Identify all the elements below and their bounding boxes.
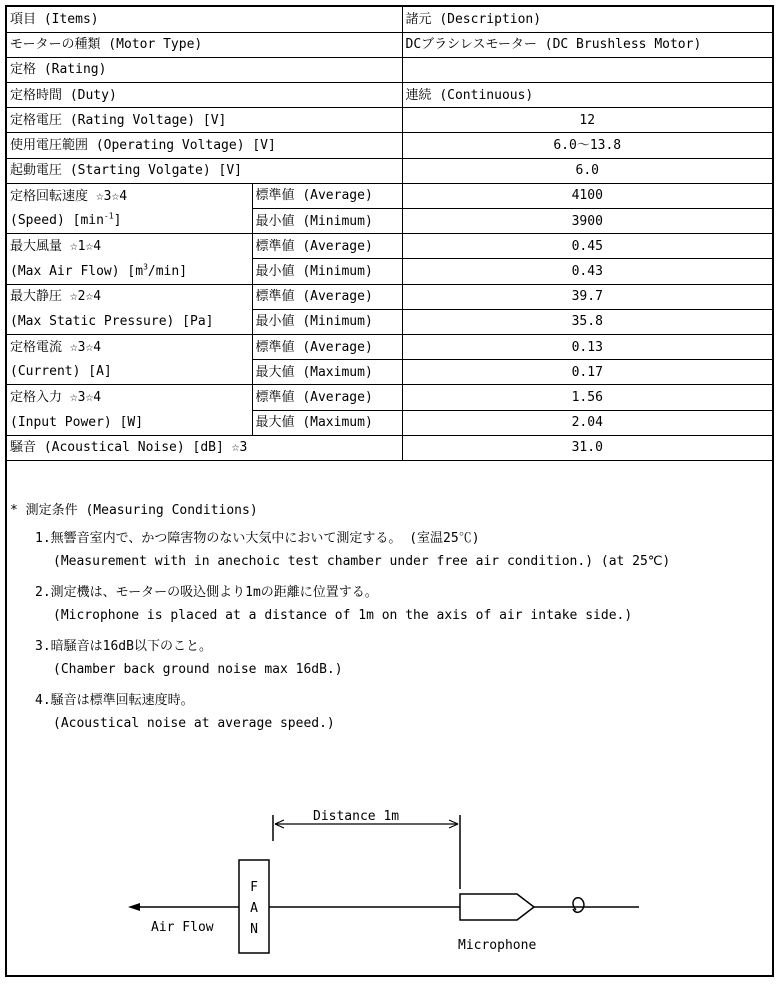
airflow-minimum-value: 0.43 [402, 259, 772, 284]
speed-unit-sup: -1 [103, 212, 114, 222]
speed-minimum-label: 最小値 (Minimum) [252, 209, 402, 234]
table-row [7, 334, 772, 359]
rating-voltage-value: 12 [402, 108, 772, 133]
fan-letter-f: F [250, 880, 258, 895]
table-row [7, 133, 772, 158]
rating-label: 定格 (Rating) [7, 57, 402, 82]
table-row [7, 259, 772, 284]
speed-minimum-value: 3900 [402, 209, 772, 234]
airflow-average-value: 0.45 [402, 234, 772, 259]
power-maximum-label: 最大値 (Maximum) [252, 410, 402, 435]
airflow-unit-pre: (Max Air Flow) [m [10, 263, 144, 279]
power-label-jp: 定格入力 ☆3☆4 [7, 385, 252, 410]
current-maximum-value: 0.17 [402, 360, 772, 385]
speed-unit-pre: (Speed) [min [10, 213, 104, 229]
speed-average-label: 標準値 (Average) [252, 183, 402, 208]
header-items: 項目 (Items) [7, 7, 402, 32]
airflow-arrow-icon [128, 903, 140, 911]
pressure-label-jp: 最大静圧 ☆2☆4 [7, 284, 252, 309]
spec-sheet [5, 5, 774, 977]
duty-label: 定格時間 (Duty) [7, 83, 402, 108]
motor-type-value: DCブラシレスモーター (DC Brushless Motor) [402, 32, 772, 57]
table-row [7, 284, 772, 309]
table-row [7, 209, 772, 234]
note-4-jp: 4.騒音は標準回転速度時。 [35, 693, 194, 708]
current-average-value: 0.13 [402, 334, 772, 359]
table-row [7, 108, 772, 133]
pressure-minimum-value: 35.8 [402, 309, 772, 334]
table-row [7, 435, 772, 460]
note-1-en: (Measurement with in anechoic test chamber under free air condition.) (at 25℃) [53, 554, 671, 569]
note-2-en: (Microphone is placed at a distance of 1m on the axis of air intake side.) [53, 608, 633, 623]
note-2-jp: 2.測定機は、モーターの吸込側より1mの距離に位置する。 [35, 585, 378, 600]
airflow-label: Air Flow [151, 920, 214, 935]
airflow-label-en [7, 259, 252, 284]
pressure-label-en: (Max Static Pressure) [Pa] [7, 309, 252, 334]
distance-label: Distance 1m [313, 809, 400, 824]
starting-voltage-label: 起動電圧 (Starting Volgate) [V] [7, 158, 402, 183]
table-row [7, 32, 772, 57]
airflow-average-label: 標準値 (Average) [252, 234, 402, 259]
noise-label: 騒音 (Acoustical Noise) [dB] ☆3 [7, 435, 402, 460]
current-label-jp: 定格電流 ☆3☆4 [7, 334, 252, 359]
pressure-average-label: 標準値 (Average) [252, 284, 402, 309]
current-label-en: (Current) [A] [7, 360, 252, 385]
operating-voltage-label: 使用電圧範囲 (Operating Voltage) [V] [7, 133, 402, 158]
rating-voltage-label: 定格電圧 (Rating Voltage) [V] [7, 108, 402, 133]
duty-value: 連続 (Continuous) [402, 83, 772, 108]
fan-letter-n: N [250, 922, 258, 937]
operating-voltage-value: 6.0〜13.8 [402, 133, 772, 158]
microphone-label: Microphone [458, 938, 537, 953]
table-row [7, 83, 772, 108]
table-row [7, 183, 772, 208]
power-average-label: 標準値 (Average) [252, 385, 402, 410]
microphone-icon [460, 894, 534, 920]
starting-voltage-value: 6.0 [402, 158, 772, 183]
current-maximum-label: 最大値 (Maximum) [252, 360, 402, 385]
table-row [7, 410, 772, 435]
speed-average-value: 4100 [402, 183, 772, 208]
cable-loop-icon [573, 898, 584, 913]
table-row [7, 57, 772, 82]
speed-label-en [7, 209, 252, 234]
airflow-unit-post: /min] [147, 263, 188, 279]
note-3-jp: 3.暗騒音は16dB以下のこと。 [35, 639, 212, 654]
measurement-diagram [7, 797, 772, 972]
pressure-average-value: 39.7 [402, 284, 772, 309]
fan-letter-a: A [250, 901, 258, 916]
current-average-label: 標準値 (Average) [252, 334, 402, 359]
power-average-value: 1.56 [402, 385, 772, 410]
note-4-en: (Acoustical noise at average speed.) [53, 716, 335, 731]
airflow-label-jp: 最大風量 ☆1☆4 [7, 234, 252, 259]
power-maximum-value: 2.04 [402, 410, 772, 435]
header-description: 諸元 (Description) [402, 7, 772, 32]
motor-type-label: モーターの種類 (Motor Type) [7, 32, 402, 57]
notes-heading: * 測定条件 (Measuring Conditions) [10, 503, 258, 518]
table-header-row [7, 7, 772, 32]
rating-value [402, 57, 772, 82]
speed-label-jp: 定格回転速度 ☆3☆4 [7, 183, 252, 208]
airflow-unit-sup: 3 [143, 262, 148, 272]
table-row [7, 385, 772, 410]
power-label-en: (Input Power) [W] [7, 410, 252, 435]
table-row [7, 158, 772, 183]
table-row [7, 360, 772, 385]
noise-value: 31.0 [402, 435, 772, 460]
note-3-en: (Chamber back ground noise max 16dB.) [53, 662, 343, 677]
table-row [7, 234, 772, 259]
speed-unit-post: ] [113, 213, 122, 229]
pressure-minimum-label: 最小値 (Minimum) [252, 309, 402, 334]
airflow-minimum-label: 最小値 (Minimum) [252, 259, 402, 284]
note-1-jp: 1.無響音室内で、かつ障害物のない大気中において測定する。 (室温25℃) [35, 531, 480, 546]
table-row [7, 309, 772, 334]
spec-table [7, 7, 772, 461]
